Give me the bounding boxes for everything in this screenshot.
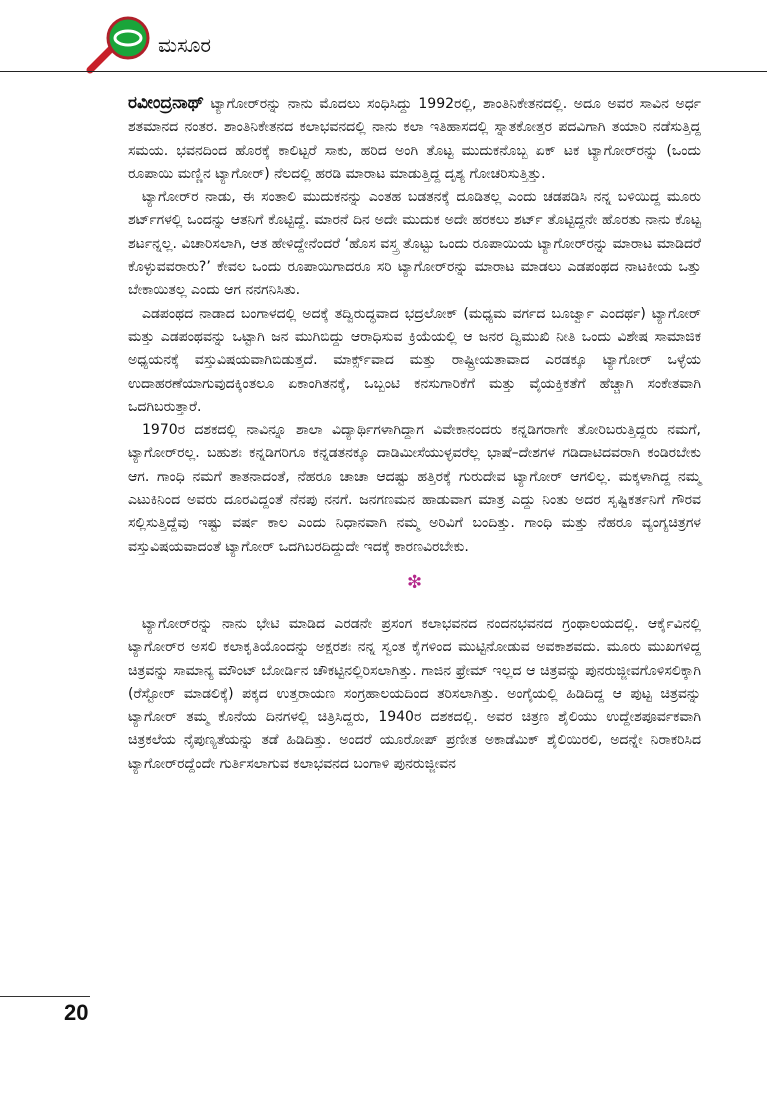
article-paragraph: ಎಡಪಂಥದ ನಾಡಾದ ಬಂಗಾಳದಲ್ಲಿ ಅದಕ್ಕೆ ತದ್ವಿರುದ್ಧವಾದ ಭದ್ರಲೋಕ್ (ಮಧ್ಯಮ ವರ್ಗದ ಬೂರ್ಜ್ವಾ ಎಂದರ್ಥ) ಟ್ಯಾಗೋರ್ ಮತ್ತು ಎಡಪಂಥವನ್ನು ಒಟ್ಟಾಗಿ ಜನ ಮುಗಿಬಿದ್ದು ಆರಾಧಿಸುವ ಕ್ರಿಯೆಯಲ್ಲಿ ಆ ಜನರ ದ್ವಿಮುಖಿ ನೀತಿ ಒಂದು ವಿಶೇಷ ಸಾಮಾಜಿಕ ಅಧ್ಯಯನಕ್ಕೆ ವಸ್ತುವಿಷಯವಾಗಿಬಿಡುತ್ತದೆ. ಮಾರ್ಕ್ಸ್‌ವಾದ ಮತ್ತು ರಾಷ್ಟ್ರೀಯತಾವಾದ ಎರಡಕ್ಕೂ ಟ್ಯಾಗೋರ್ ಒಳ್ಳೆಯ ಉದಾಹರಣೆಯಾಗುವುದಕ್ಕಿಂತಲೂ ಏಕಾಂಗಿತನಕ್ಕೆ, ಒಬ್ಬಂಟಿ ಕನಸುಗಾರಿಕೆಗೆ ಮತ್ತು ವೈಯಕ್ತಿಕತೆಗೆ ಹೆಚ್ಚಾಗಿ ಸಂಕೇತವಾಗಿ ಒದಗಿಬರುತ್ತಾರೆ. xyxy=(128,305,701,415)
lead-name: ರವೀಂದ್ರನಾಥ್ xyxy=(128,93,205,113)
footer-divider xyxy=(0,996,90,997)
magazine-name: ಮಸೂರ xyxy=(158,33,211,57)
paragraph-text: ಟ್ಯಾಗೋರ್‌ರನ್ನು ನಾನು ಮೊದಲು ಸಂಧಿಸಿದ್ದು 1992ರಲ್ಲಿ, ಶಾಂತಿನಿಕೇತನದಲ್ಲಿ. ಅದೂ ಅವರ ಸಾವಿನ ಅರ್ಧ ಶತಮಾನದ ನಂತರ. ಶಾಂತಿನಿಕೇತನದ ಕಲಾಭವನದಲ್ಲಿ ನಾನು ಕಲಾ ಇತಿಹಾಸದಲ್ಲಿ ಸ್ನಾತಕೋತ್ತರ ಪದವಿಗಾಗಿ ತಯಾರಿ ನಡೆಸುತ್ತಿದ್ದ ಸಮಯ. ಭವನದಿಂದ ಹೊರಕ್ಕೆ ಕಾಲಿಟ್ಟರೆ ಸಾಕು, ಹರಿದ ಅಂಗಿ ತೊಟ್ಟ ಮುದುಕನೊಬ್ಬ ಏಕ್ ಟಕ ಟ್ಯಾಗೋರ್‌ರನ್ನು (ಒಂದು ರೂಪಾಯಿ ಮಣ್ಣಿನ ಟ್ಯಾಗೋರ್) ನೆಲದಲ್ಲಿ ಹರಡಿ ಮಾರಾಟ ಮಾಡುತ್ತಿದ್ದ ದೃಶ್ಯ ಗೋಚರಿಸುತ್ತಿತ್ತು. xyxy=(128,96,701,182)
section-divider-ornament: ❇ xyxy=(406,571,423,593)
page-header xyxy=(0,0,767,75)
article-paragraph: ಟ್ಯಾಗೋರ್‌ರ ನಾಡು, ಈ ಸಂತಾಲಿ ಮುದುಕನನ್ನು ಎಂತಹ ಬಡತನಕ್ಕೆ ದೂಡಿತಲ್ಲ ಎಂದು ಚಡಪಡಿಸಿ ನನ್ನ ಬಳಿಯಿದ್ದ ಮೂರು ಶರ್ಟ್‌ಗಳಲ್ಲಿ ಒಂದನ್ನು ಆತನಿಗೆ ಕೊಟ್ಟಿದ್ದೆ. ಮಾರನೆ ದಿನ ಅದೇ ಮುದುಕ ಅದೇ ಹರಕಲು ಶರ್ಟ್ ತೊಟ್ಟಿದ್ದನೇ ಹೊರತು ನಾನು ಕೊಟ್ಟ ಶರ್ಟನ್ನಲ್ಲ. ವಿಚಾರಿಸಲಾಗಿ, ಆತ ಹೇಳಿದ್ದೇನೆಂದರೆ ‘ಹೊಸ ವಸ್ತ್ರ ತೊಟ್ಟು ಒಂದು ರೂಪಾಯಿಯ ಟ್ಯಾಗೋರ್‌ರನ್ನು ಮಾರಾಟ ಮಾಡಿದರೆ ಕೊಳ್ಳುವವರಾರು?’ ಕೇವಲ ಒಂದು ರೂಪಾಯಿಗಾದರೂ ಸರಿ ಟ್ಯಾಗೋರ್‌ರನ್ನು ಮಾರಾಟ ಮಾಡಲು ಎಡಪಂಥದ ನಾಟಕೀಯ ಒತ್ತು ಬೇಕಾಯಿತಲ್ಲ ಎಂದು ಆಗ ನನಗನಿಸಿತು. xyxy=(128,189,701,299)
header-divider xyxy=(0,71,767,72)
magnifier-logo-icon xyxy=(86,16,156,74)
article-paragraph: 1970ರ ದಶಕದಲ್ಲಿ ನಾವಿನ್ನೂ ಶಾಲಾ ವಿದ್ಯಾರ್ಥಿಗಳಾಗಿದ್ದಾಗ ವಿವೇಕಾನಂದರು ಕನ್ನಡಿಗರಾಗೇ ತೋರಿಬರುತ್ತಿದ್ದರು ನಮಗೆ, ಟ್ಯಾಗೋರ್‌ರಲ್ಲ. ಬಹುಶಃ ಕನ್ನಡಿಗರಿಗೂ ಕನ್ನಡತನಕ್ಕೂ ದಾಡಿಮೀಸೆಯುಳ್ಳವರೆಲ್ಲ ಭಾಷೆ–ದೇಶಗಳ ಗಡಿದಾಟಿದವರಾಗಿ ಕಂಡಿರಬೇಕು ಆಗ. ಗಾಂಧಿ ನಮಗೆ ತಾತನಾದಂತೆ, ನೆಹರೂ ಚಾಚಾ ಆದಷ್ಟು ಹತ್ತಿರಕ್ಕೆ ಗುರುದೇವ ಟ್ಯಾಗೋರ್ ಆಗಲಿಲ್ಲ. ಮಕ್ಕಳಾಗಿದ್ದ ನಮ್ಮ ಎಟುಕಿನಿಂದ ಅವರು ದೂರವಿದ್ದಂತೆ ನೆನಪು ನನಗೆ. ಜನಗಣಮನ ಹಾಡುವಾಗ ಮಾತ್ರ ಎದ್ದು ನಿಂತು ಅದರ ಸೃಷ್ಟಿಕರ್ತನಿಗೆ ಗೌರವ ಸಲ್ಲಿಸುತ್ತಿದ್ದೆವು ಇಷ್ಟು ವರ್ಷ ಕಾಲ ಎಂದು ನಿಧಾನವಾಗಿ ನಮ್ಮ ಅರಿವಿಗೆ ಬಂದಿತ್ತು. ಗಾಂಧಿ ಮತ್ತು ನೆಹರೂ ವ್ಯಂಗ್ಯಚಿತ್ರಗಳ ವಸ್ತುವಿಷಯವಾದಂತೆ ಟ್ಯಾಗೋರ್ ಒದಗಿಬರದಿದ್ದುದೇ ಇದಕ್ಕೆ ಕಾರಣವಿರಬೇಕು. xyxy=(128,422,701,555)
article-body xyxy=(128,92,701,776)
article-paragraph xyxy=(128,92,701,186)
page-number: 20 xyxy=(64,1000,89,1025)
article-paragraph: ಟ್ಯಾಗೋರ್‌ರನ್ನು ನಾನು ಭೇಟಿ ಮಾಡಿದ ಎರಡನೇ ಪ್ರಸಂಗ ಕಲಾಭವನದ ನಂದನಭವನದ ಗ್ರಂಥಾಲಯದಲ್ಲಿ. ಆರ್ಕೈವಿನಲ್ಲಿ ಟ್ಯಾಗೋರ್‌ರ ಅಸಲಿ ಕಲಾಕೃತಿಯೊಂದನ್ನು ಅಕ್ಷರಶಃ ನನ್ನ ಸ್ವಂತ ಕೈಗಳಿಂದ ಮುಟ್ಟಿನೋಡುವ ಅವಕಾಶವದು. ಮೂರು ಮುಖಗಳಿದ್ದ ಚಿತ್ರವನ್ನು ಸಾಮಾನ್ಯ ಮೌಂಟ್ ಬೋರ್ಡಿನ ಚೌಕಟ್ಟಿನಲ್ಲಿರಿಸಲಾಗಿತ್ತು. ಗಾಜಿನ ಫ್ರೇಮ್ ಇಲ್ಲದ ಆ ಚಿತ್ರವನ್ನು ಪುನರುಜ್ಜೀವಗೊಳಿಸಲಿಕ್ಕಾಗಿ (ರೆಸ್ಟೋರ್ ಮಾಡಲಿಕ್ಕೆ) ಪಕ್ಕದ ಉತ್ತರಾಯಣ ಸಂಗ್ರಹಾಲಯದಿಂದ ತರಿಸಲಾಗಿತ್ತು. ಅಂಗೈಯಲ್ಲಿ ಹಿಡಿದಿದ್ದ ಆ ಪುಟ್ಟ ಚಿತ್ರವನ್ನು ಟ್ಯಾಗೋರ್ ತಮ್ಮ ಕೊನೆಯ ದಿನಗಳಲ್ಲಿ ಚಿತ್ರಿಸಿದ್ದರು, 1940ರ ದಶಕದಲ್ಲಿ. ಅವರ ಚಿತ್ರಣ ಶೈಲಿಯು ಉದ್ದೇಶಪೂರ್ವಕವಾಗಿ ಚಿತ್ರಕಲೆಯ ನೈಪುಣ್ಯತೆಯನ್ನು ತಡೆ ಹಿಡಿದಿತ್ತು. ಅಂದರೆ ಯೂರೋಪ್ ಪ್ರಣೀತ ಅಕಾಡೆಮಿಕ್ ಶೈಲಿಯಿರಲಿ, ಅದನ್ನೇ ನಿರಾಕರಿಸಿದ ಟ್ಯಾಗೋರ್‌ರದ್ದೆಂದೇ ಗುರ್ತಿಸಲಾಗುವ ಕಲಾಭವನದ ಬಂಗಾಳಿ ಪುನರುಜ್ಜೀವನ xyxy=(128,615,701,772)
